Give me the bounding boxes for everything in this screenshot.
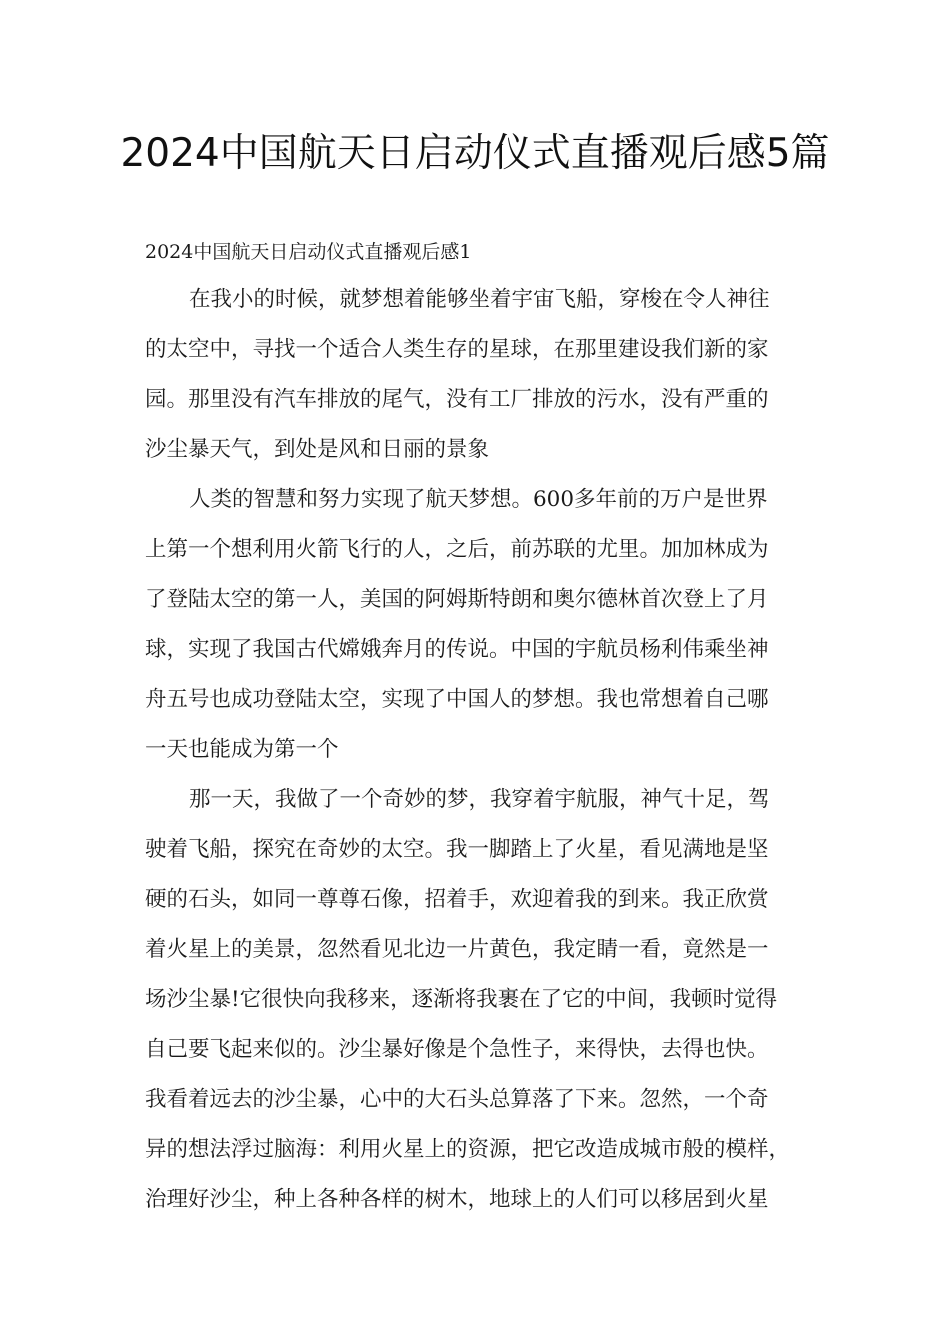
paragraph-line: 沙尘暴天气，到处是风和日丽的景象 <box>145 437 490 462</box>
paragraph-line: 硬的石头，如同一尊尊石像，招着手，欢迎着我的到来。我正欣赏 <box>145 887 769 912</box>
paragraph-line: 在我小的时候，就梦想着能够坐着宇宙飞船，穿梭在令人神往 <box>189 287 770 312</box>
paragraph-line: 自己要飞起来似的。沙尘暴好像是个急性子，来得快，去得也快。 <box>145 1037 769 1062</box>
paragraph-line: 治理好沙尘，种上各种各样的树木，地球上的人们可以移居到火星 <box>145 1187 769 1212</box>
paragraph-line: 人类的智慧和努力实现了航天梦想。600多年前的万户是世界 <box>189 487 768 512</box>
paragraph-line: 那一天，我做了一个奇妙的梦，我穿着宇航服，神气十足，驾 <box>189 787 770 812</box>
paragraph-line: 驶着飞船，探究在奇妙的太空。我一脚踏上了火星，看见满地是坚 <box>145 837 769 862</box>
paragraph-line: 场沙尘暴!它很快向我移来，逐渐将我裹在了它的中间，我顿时觉得 <box>145 987 778 1012</box>
paragraph-line: 上第一个想利用火箭飞行的人，之后，前苏联的尤里。加加林成为 <box>145 537 769 562</box>
paragraph-line: 异的想法浮过脑海：利用火星上的资源，把它改造成城市般的模样， <box>145 1137 791 1162</box>
document-title: 2024中国航天日启动仪式直播观后感5篇 <box>120 131 830 176</box>
paragraph-line: 的太空中，寻找一个适合人类生存的星球，在那里建设我们新的家 <box>145 337 769 362</box>
section-heading: 2024中国航天日启动仪式直播观后感1 <box>145 241 472 263</box>
paragraph-line: 一天也能成为第一个 <box>145 737 339 762</box>
paragraph-line: 球，实现了我国古代嫦娥奔月的传说。中国的宇航员杨利伟乘坐神 <box>145 637 769 662</box>
paragraph-line: 着火星上的美景，忽然看见北边一片黄色，我定睛一看，竟然是一 <box>145 937 769 962</box>
paragraph-line: 了登陆太空的第一人，美国的阿姆斯特朗和奥尔德林首次登上了月 <box>145 587 769 612</box>
paragraph-line: 舟五号也成功登陆太空，实现了中国人的梦想。我也常想着自己哪 <box>145 687 769 712</box>
paragraph-line: 园。那里没有汽车排放的尾气，没有工厂排放的污水，没有严重的 <box>145 387 769 412</box>
paragraph-line: 我看着远去的沙尘暴，心中的大石头总算落了下来。忽然，一个奇 <box>145 1087 769 1112</box>
